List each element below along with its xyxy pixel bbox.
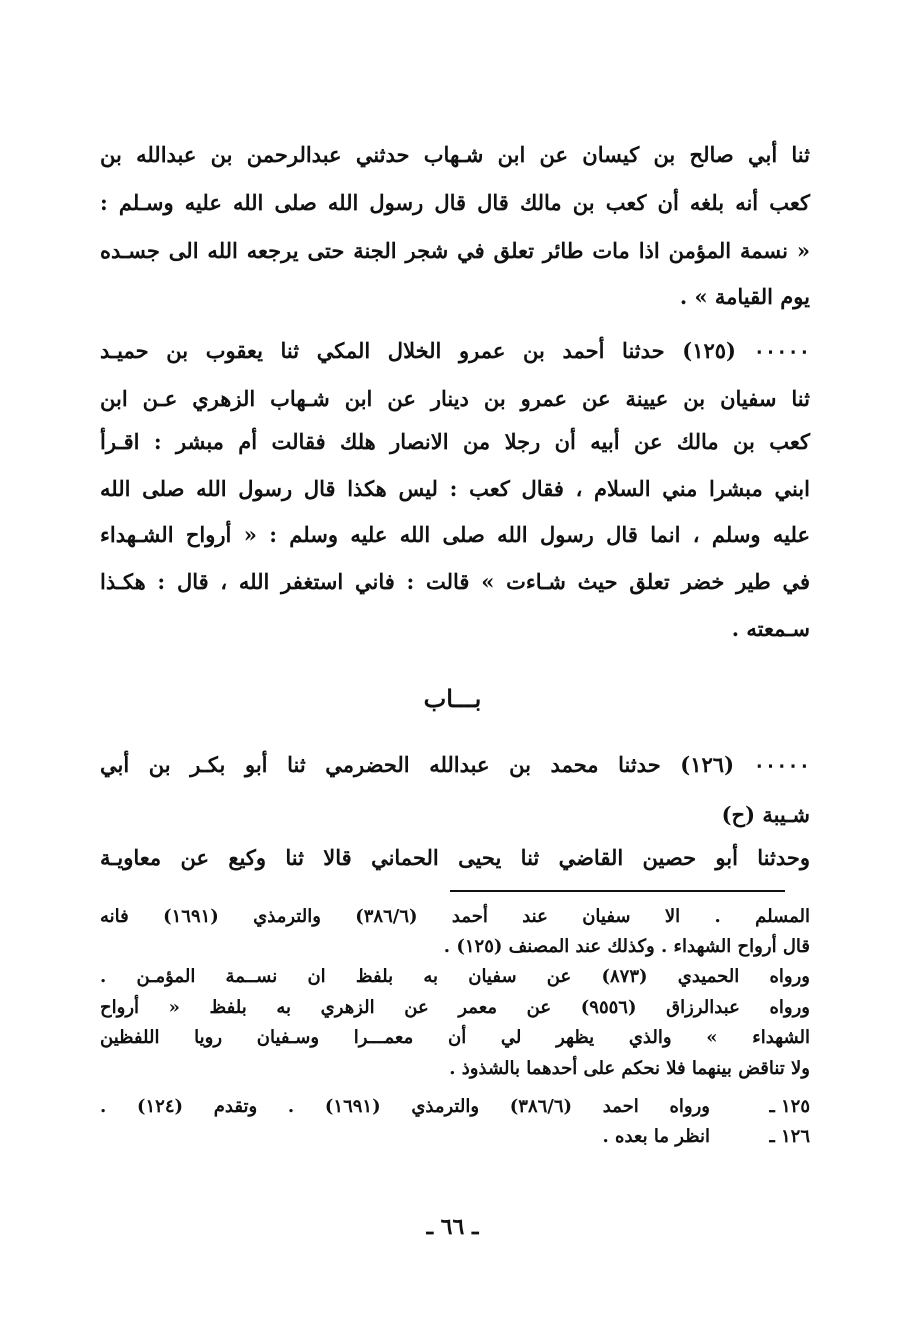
hadith-126-line: شـيبة (ح) — [721, 802, 810, 827]
footnote-text: انظر ما بعده . — [602, 1126, 710, 1147]
body-line: يوم القيامة » . — [679, 284, 810, 309]
footnote-line: ولا تناقض بينهما فلا نحكم على أحدهما بالشذوذ . — [449, 1058, 810, 1079]
hadith-125-line: ثنا سفيان بن عيينة عن عمرو بن دينار عن ابن شـهاب الزهري عـن ابن — [100, 386, 810, 411]
footnote-separator — [450, 890, 785, 892]
footnote-number: ١٢٦ ـ — [769, 1126, 810, 1147]
footnote-text: ورواه احمد (٣٨٦/٦) والترمذي (١٦٩١) . وتقدم (١٢٤) . — [100, 1096, 710, 1117]
body-line: ثنا أبي صالح بن كيسان عن ابن شـهاب حدثني عبدالرحمن بن عبدالله بن — [100, 142, 810, 167]
footnote-line: ورواه عبدالرزاق (٩٥٥٦) عن معمر عن الزهري به بلفظ « أرواح — [100, 997, 810, 1018]
hadith-126-line: وحدثنا أبو حصين القاضي ثنا يحيى الحماني قالا ثنا وكيع عن معاويـة — [100, 845, 810, 870]
hadith-126-line: ٠٠٠٠٠ (١٢٦) حدثنا محمد بن عبدالله الحضرمي ثنا أبو بكـر بن أبي — [100, 752, 810, 777]
hadith-125-line: سـمعته . — [731, 616, 810, 641]
footnote-line: المسلم . الا سفيان عند أحمد (٣٨٦/٦) والترمذي (١٦٩١) فانه — [100, 906, 810, 927]
body-line: كعب أنه بلغه أن كعب بن مالك قال قال رسول الله صلى الله عليه وسـلم : — [100, 190, 810, 215]
body-line: « نسمة المؤمن اذا مات طائر تعلق في شجر الجنة حتى يرجعه الله الى جسـده — [100, 238, 810, 263]
footnote-line: قال أرواح الشهداء . وكذلك عند المصنف (١٢٥) . — [443, 936, 810, 957]
footnote-line: ورواه الحميدي (٨٧٣) عن سفيان به بلفظ ان نســمة المؤمـن . — [100, 966, 811, 987]
hadith-125-line: ابني مبشرا مني السلام ، فقال كعب : ليس هكذا قال رسول الله صلى الله — [100, 476, 810, 501]
hadith-125-line: كعب بن مالك عن أبيه أن رجلا من الانصار هلك فقالت أم مبشر : اقـرأ — [100, 429, 810, 454]
hadith-125-line: عليه وسلم ، انما قال رسول الله صلى الله عليه وسلم : « أرواح الشـهداء — [100, 522, 810, 547]
footnote-line: الشهداء » والذي يظهر لي أن معمـــرا وسـفيان رويا اللفظين — [100, 1027, 810, 1048]
hadith-125-line: ٠٠٠٠٠ (١٢٥) حدثنا أحمد بن عمرو الخلال المكي ثنا يعقوب بن حميـد — [100, 338, 811, 363]
chapter-title: بـــاب — [423, 684, 482, 713]
page-number: ـ ٦٦ ـ — [426, 1214, 479, 1240]
hadith-125-line: في طير خضر تعلق حيث شـاءت » قالت : فاني استغفر الله ، قال : هكـذا — [100, 569, 810, 594]
footnote-number: ١٢٥ ـ — [769, 1096, 810, 1117]
